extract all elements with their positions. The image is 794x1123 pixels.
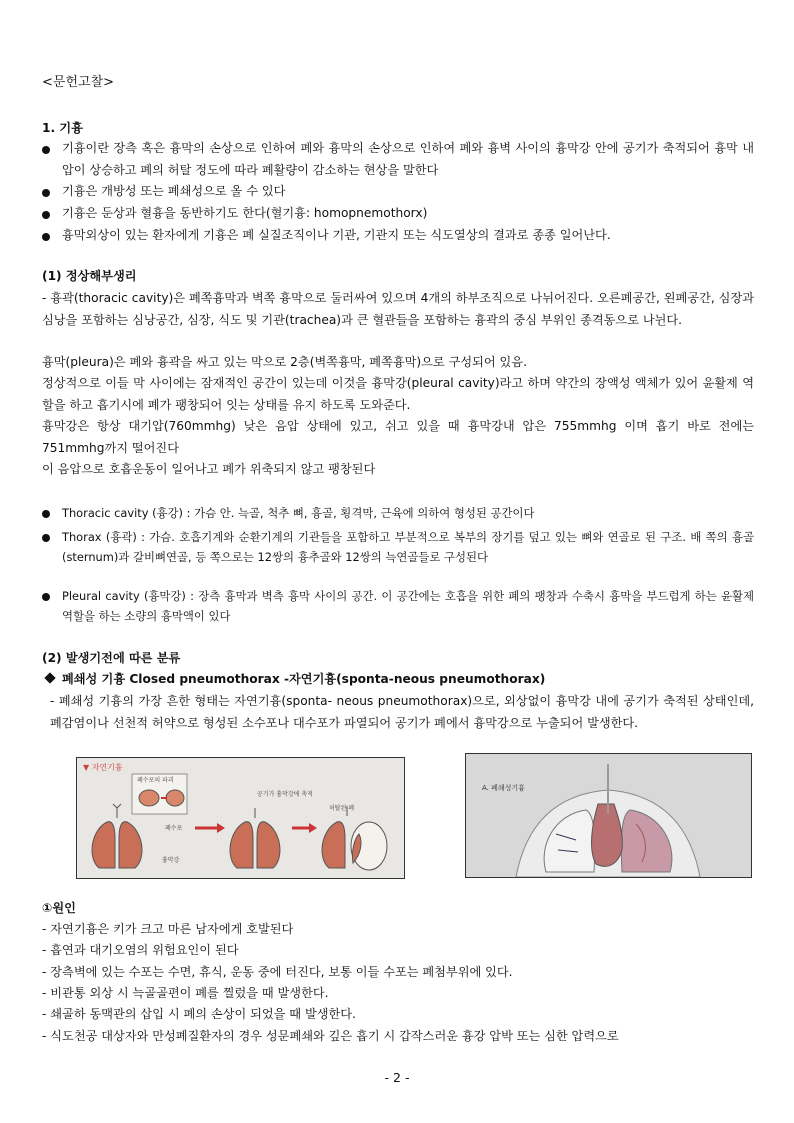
bullet-item: 기흉이란 장측 혹은 흉막의 손상으로 인하여 폐와 흉막의 손상으로 인하여 폐와 흉벽 사이의 흉막강 안에 공기가 축적되어 흉막 내압이 상승하고 폐의 허탈 정도에 따라 폐활량이 감소하는 현상을 말한다 [42, 138, 754, 181]
subsection-title: 폐쇄성 기흉 Closed pneumothorax -자연기흉(sponta-neous pneumothorax) [42, 669, 754, 691]
paragraph: 흉막(pleura)은 폐와 흉곽을 싸고 있는 막으로 2층(벽쪽흉막, 폐쪽흉막)으로 구성되어 있음. [42, 355, 527, 369]
section-4-title: ①원인 [42, 901, 76, 915]
figure-label: 허탈된 폐 [329, 805, 355, 812]
list-item: - 쇄골하 동맥관의 삽입 시 폐의 손상이 되었을 때 발생한다. [42, 1007, 356, 1021]
section-3-title: (2) 발생기전에 따른 분류 [42, 651, 181, 665]
bullet-dot-icon [42, 534, 50, 542]
bullet-dot-icon [42, 146, 50, 154]
figure-title: A. 폐쇄성기흉 [482, 784, 525, 792]
bullet-item: 흉막외상이 있는 환자에게 기흉은 폐 실질조직이나 기관, 기관지 또는 식도열상의 결과로 종종 일어난다. [42, 225, 754, 247]
diamond-bullet-icon [44, 672, 55, 683]
bullet-dot-icon [42, 510, 50, 518]
definition-item: Thorax (흉곽) : 가슴. 호흡기계와 순환기계의 기관들을 포함하고 부분적으로 복부의 장기를 덮고 있는 뼈와 연골로 된 구조. 배 쪽의 흉골(sternum)과 갈비뼈연골, 등 쪽으로는 12쌍의 흉추골와 12쌍의 늑연골들로 구성된다 [42, 527, 754, 567]
section-1-title: 1. 기흉 [42, 121, 83, 135]
list-item: - 식도천공 대상자와 만성폐질환자의 경우 성문폐쇄와 깊은 흡기 시 갑작스러운 흉강 압박 또는 심한 압력으로 [42, 1029, 619, 1043]
bullet-dot-icon [42, 211, 50, 219]
paragraph: 흉막강은 항상 대기압(760mmhg) 낮은 음압 상태에 있고, 쉬고 있을 때 흉막강내 압은 755mmhg 이며 흡기 바로 전에는 751mmhg까지 떨어진다 [42, 419, 754, 455]
figure-label: 흉막강 [162, 857, 180, 864]
figure-title: ▼ 자연기흉 [83, 763, 123, 772]
bullet-dot-icon [42, 593, 50, 601]
paragraph: - 흉곽(thoracic cavity)은 폐쪽흉막과 벽쪽 흉막으로 둘러싸여 있으며 4개의 하부조직으로 나뉘어진다. 오른폐공간, 왼폐공간, 심장과 심낭을 포함하는 심낭공간, 심장, 식도 및 기관(trachea)과 큰 혈관들을 포함하는 흉곽의 중심 부위인 종격동으로 나뉜다. [42, 291, 754, 327]
paragraph: - 폐쇄성 기흉의 가장 흔한 형태는 자연기흉(sponta- neous pneumothorax)으로, 외상없이 흉막강 내에 공기가 축적된 상태인데, 폐감염이나 선천적 허약으로 형성된 소수포나 대수포가 파열되어 공기가 폐에서 흉막강으로 누출되어 발생한다. [50, 694, 754, 730]
definition-item: Thoracic cavity (흉강) : 가슴 안. 늑골, 척추 뼈, 흉골, 횡격막, 근육에 의하여 형성된 공간이다 [42, 503, 754, 523]
section-2-title: (1) 정상해부생리 [42, 269, 137, 283]
closed-pneumothorax-figure [465, 753, 752, 878]
figure-label: 공기가 흉막강에 축적 [257, 791, 313, 798]
bullet-item: 기흉은 개방성 또는 폐쇄성으로 올 수 있다 [42, 181, 754, 203]
spontaneous-pneumothorax-figure [76, 757, 405, 879]
list-item: - 비관통 외상 시 늑골골편이 폐를 찔렀을 때 발생한다. [42, 986, 329, 1000]
figure-label: 폐수포의 파괴 [137, 777, 174, 784]
chest-illustration [466, 754, 751, 877]
bullet-item: 기흉은 둔상과 혈흉을 동반하기도 한다(혈기흉: homopnemothorx) [42, 203, 754, 225]
lung-illustration [77, 758, 404, 878]
paragraph: 이 음압으로 호흡운동이 일어나고 폐가 위축되지 않고 팽창된다 [42, 462, 376, 476]
definition-item: Pleural cavity (흉막강) : 장측 흉막과 벽측 흉막 사이의 공간. 이 공간에는 호흡을 위한 폐의 팽창과 수축시 흉막을 부드럽게 하는 윤활제 역할을 하는 소량의 흉막액이 있다 [42, 586, 754, 626]
paragraph: 정상적으로 이들 막 사이에는 잠재적인 공간이 있는데 이것을 흉막강(pleural cavity)라고 하며 약간의 장액성 액체가 있어 윤활제 역할을 하고 흡기시에 폐가 팽창되어 잇는 상태를 유지 하도록 도와준다. [42, 376, 754, 412]
figure-label: 폐수포 [165, 825, 183, 832]
list-item: - 장측벽에 있는 수포는 수면, 휴식, 운동 중에 터진다, 보통 이들 수포는 폐첨부위에 있다. [42, 965, 513, 979]
bullet-dot-icon [42, 233, 50, 241]
page-heading: <문헌고찰> [42, 75, 115, 90]
list-item: - 흡연과 대기오염의 위험요인이 된다 [42, 943, 239, 957]
list-item: - 자연기흉은 키가 크고 마른 남자에게 호발된다 [42, 922, 294, 936]
page-number: - 2 - [384, 1070, 410, 1085]
bullet-dot-icon [42, 189, 50, 197]
